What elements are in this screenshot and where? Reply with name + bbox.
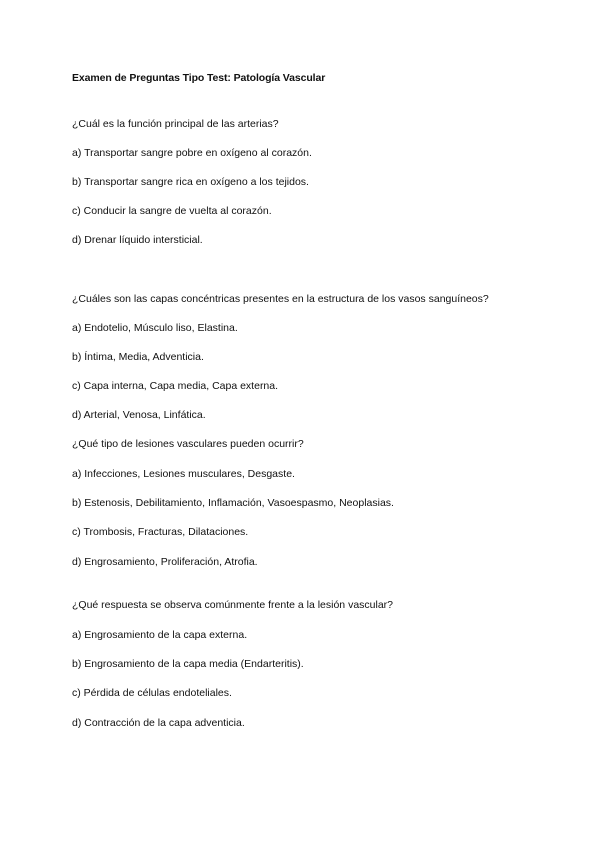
question-2-option-d: d) Arterial, Venosa, Linfática. <box>72 409 206 421</box>
question-4-text: ¿Qué respuesta se observa comúnmente frente a la lesión vascular? <box>72 599 394 611</box>
question-1-option-b: b) Transportar sangre rica en oxígeno a los tejidos. <box>72 176 309 188</box>
question-2-option-c: c) Capa interna, Capa media, Capa externa. <box>72 380 279 392</box>
question-3-option-d: d) Engrosamiento, Proliferación, Atrofia. <box>72 556 258 568</box>
question-3-option-c: c) Trombosis, Fracturas, Dilataciones. <box>72 526 249 538</box>
question-2-option-a: a) Endotelio, Músculo liso, Elastina. <box>72 322 238 334</box>
question-1-option-a: a) Transportar sangre pobre en oxígeno al corazón. <box>72 147 312 159</box>
question-1-text: ¿Cuál es la función principal de las arterias? <box>72 118 279 130</box>
question-2-option-b: b) Íntima, Media, Adventicia. <box>72 351 204 363</box>
question-2-text: ¿Cuáles son las capas concéntricas presentes en la estructura de los vasos sanguíneos? <box>72 293 489 305</box>
question-1-option-d: d) Drenar líquido intersticial. <box>72 234 203 246</box>
question-4-option-b: b) Engrosamiento de la capa media (Endarteritis). <box>72 658 304 670</box>
document-title: Examen de Preguntas Tipo Test: Patología Vascular <box>72 72 326 84</box>
question-1-option-c: c) Conducir la sangre de vuelta al corazón. <box>72 205 272 217</box>
question-4-option-c: c) Pérdida de células endoteliales. <box>72 687 232 699</box>
question-4-option-d: d) Contracción de la capa adventicia. <box>72 717 245 729</box>
question-3-option-b: b) Estenosis, Debilitamiento, Inflamación, Vasoespasmo, Neoplasias. <box>72 497 394 509</box>
question-3-option-a: a) Infecciones, Lesiones musculares, Desgaste. <box>72 468 295 480</box>
question-3-text: ¿Qué tipo de lesiones vasculares pueden ocurrir? <box>72 438 304 450</box>
question-4-option-a: a) Engrosamiento de la capa externa. <box>72 629 248 641</box>
